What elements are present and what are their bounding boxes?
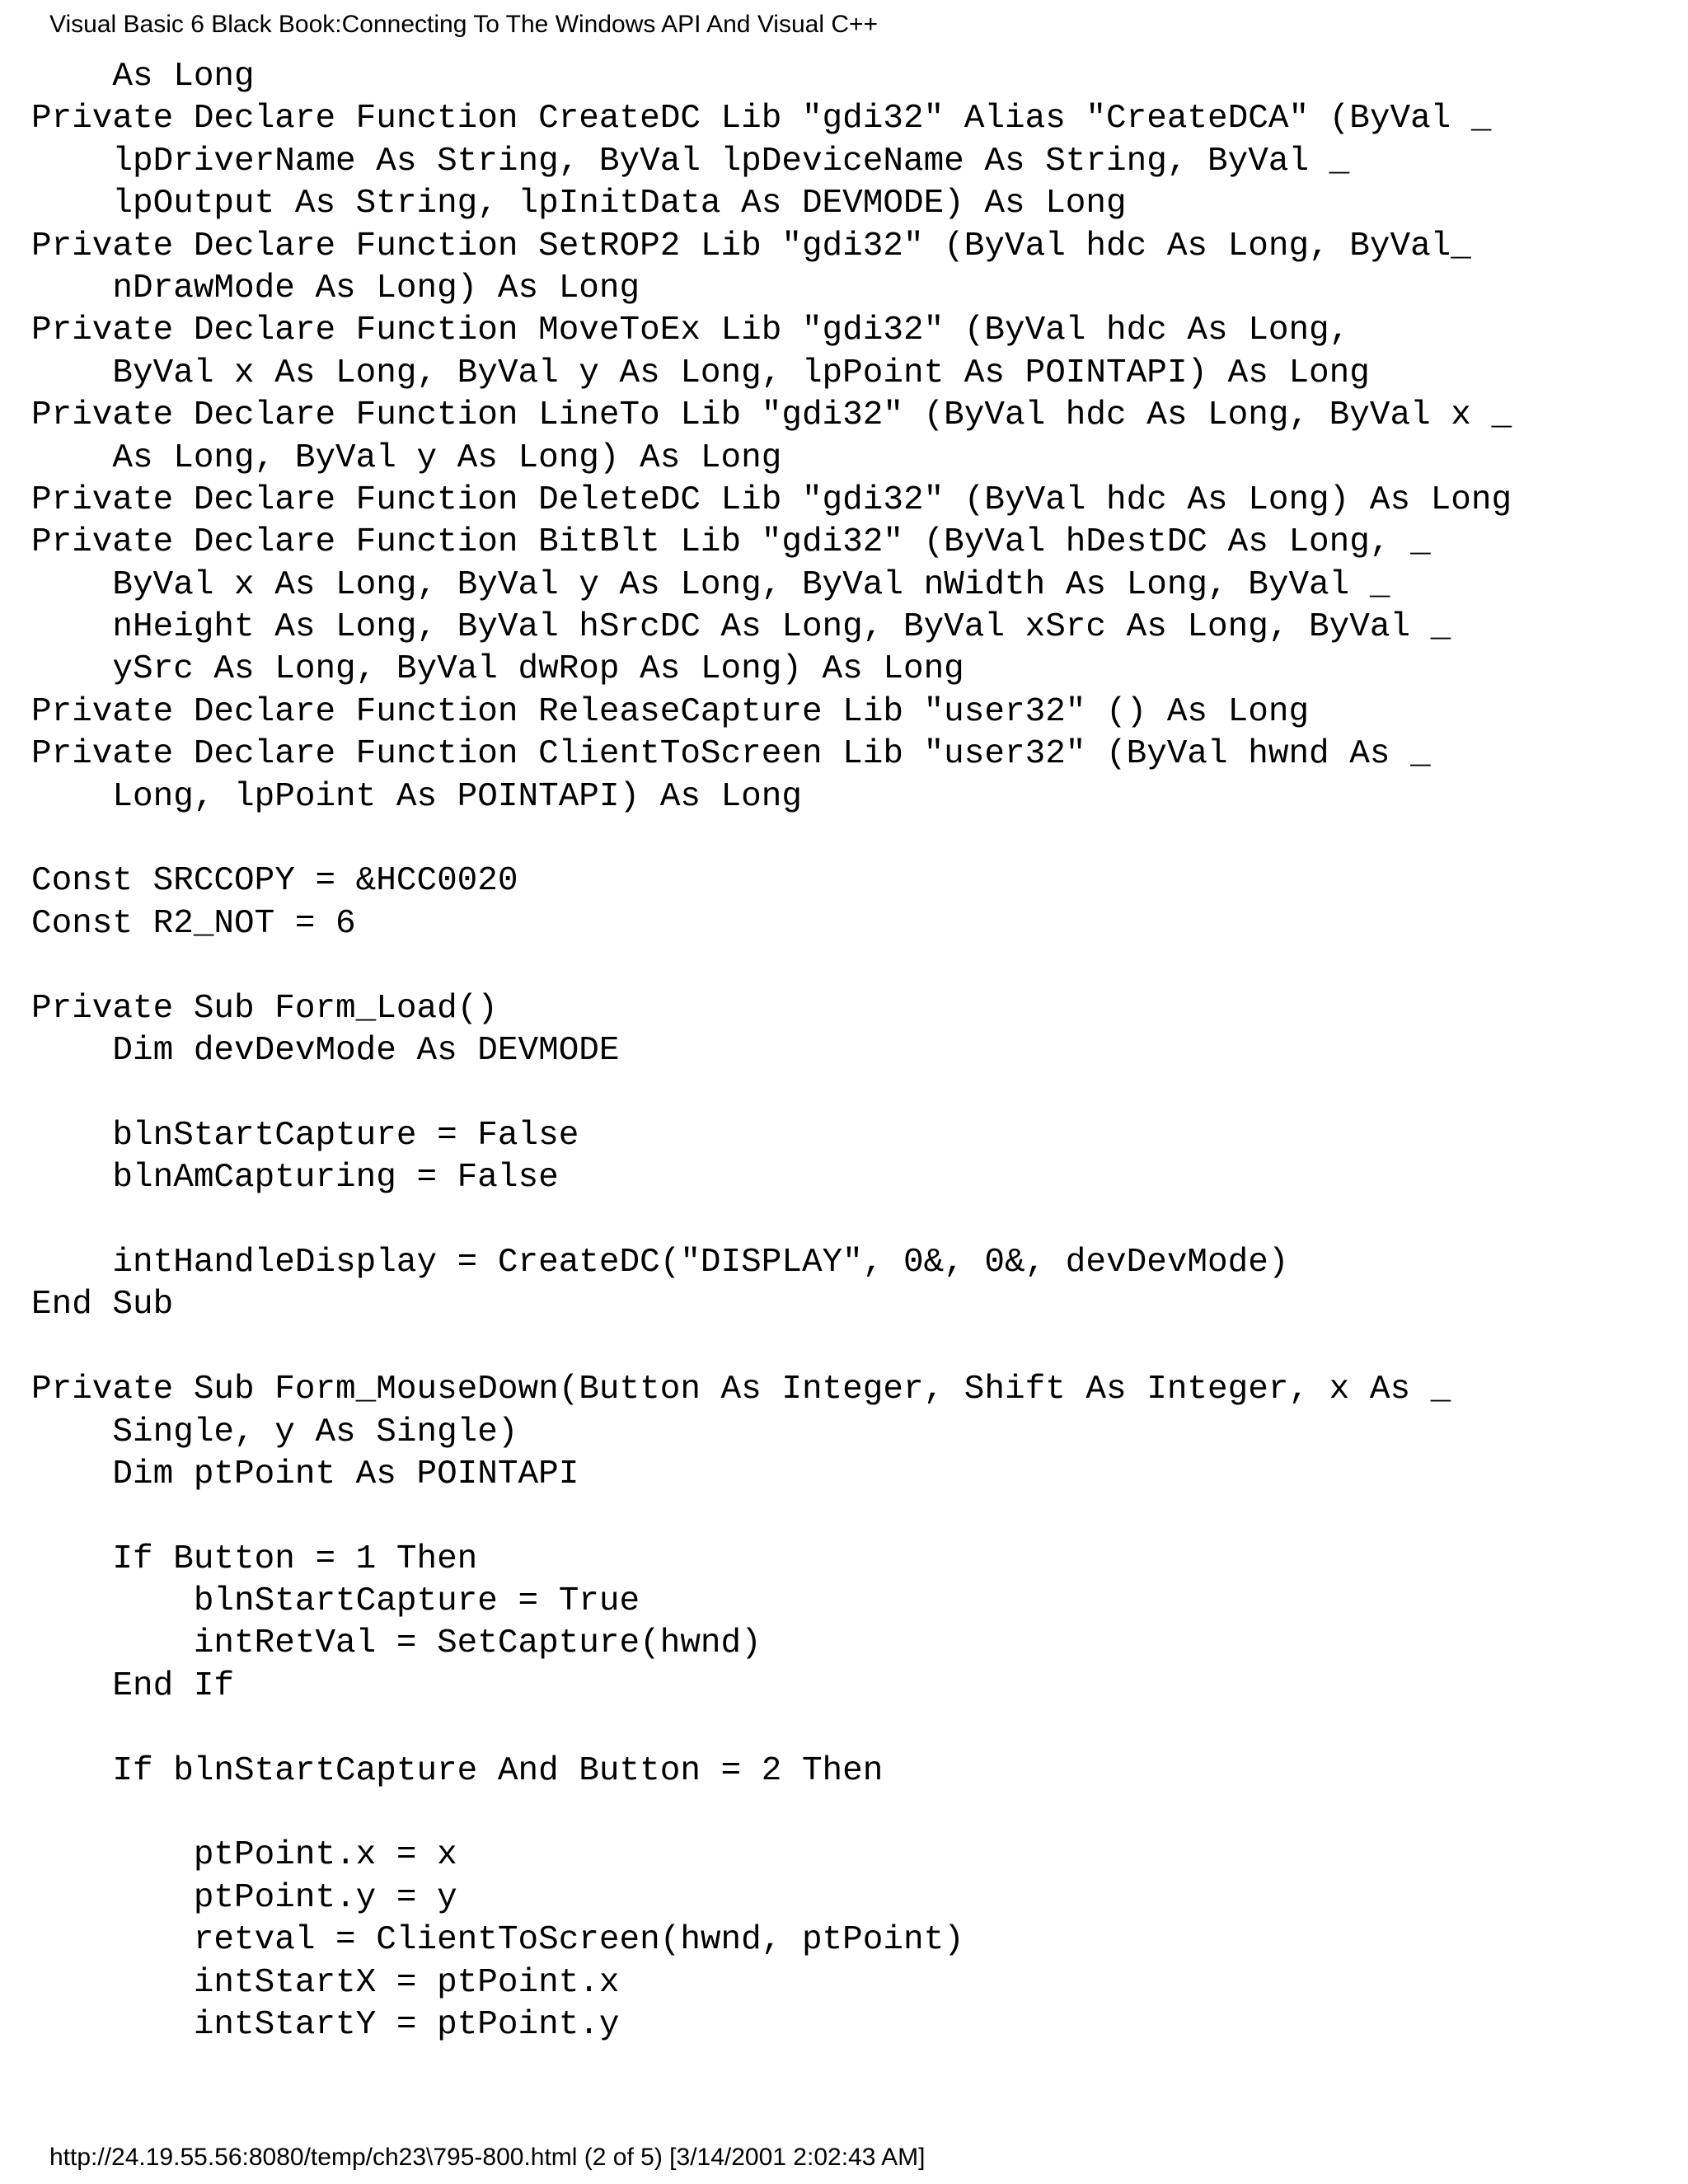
code-line: nHeight As Long, ByVal hSrcDC As Long, ByVal xSrc As Long, ByVal _ <box>31 608 1451 647</box>
code-line: Private Declare Function DeleteDC Lib "gdi32" (ByVal hdc As Long) As Long <box>31 480 1512 519</box>
code-line <box>31 945 1512 987</box>
code-line: ptPoint.y = y <box>31 1878 457 1917</box>
code-line <box>31 1708 1512 1750</box>
code-line: Private Sub Form_Load() <box>31 989 498 1028</box>
code-line: End Sub <box>31 1286 174 1324</box>
code-line: End If <box>31 1666 235 1705</box>
code-line: Const R2_NOT = 6 <box>31 904 356 943</box>
code-line <box>31 1496 1512 1538</box>
code-line: Dim ptPoint As POINTAPI <box>31 1455 579 1493</box>
code-line <box>31 1200 1512 1242</box>
code-line: Private Declare Function MoveToEx Lib "gdi32" (ByVal hdc As Long, <box>31 312 1350 350</box>
code-line: Single, y As Single) <box>31 1413 518 1451</box>
code-line: lpOutput As String, lpInitData As DEVMODE) As Long <box>31 185 1127 223</box>
code-line: Private Declare Function SetROP2 Lib "gdi32" (ByVal hdc As Long, ByVal_ <box>31 227 1471 265</box>
code-line: Private Declare Function LineTo Lib "gdi32" (ByVal hdc As Long, ByVal x _ <box>31 396 1512 435</box>
code-line: Const SRCCOPY = &HCC0020 <box>31 862 518 901</box>
code-listing <box>31 56 1512 2046</box>
code-line <box>31 1072 1512 1114</box>
code-line: intRetVal = SetCapture(hwnd) <box>31 1624 762 1663</box>
code-line: nDrawMode As Long) As Long <box>31 269 640 307</box>
code-line: ySrc As Long, ByVal dwRop As Long) As Long <box>31 650 964 689</box>
code-line: Private Sub Form_MouseDown(Button As Integer, Shift As Integer, x As _ <box>31 1371 1451 1409</box>
code-line: If Button = 1 Then <box>31 1540 478 1578</box>
code-line: Private Declare Function ReleaseCapture Lib "user32" () As Long <box>31 692 1310 731</box>
code-line: intStartX = ptPoint.x <box>31 1963 620 2002</box>
page-footer-source: http://24.19.55.56:8080/temp/ch23\795-800.html (2 of 5) [3/14/2001 2:02:43 AM] <box>49 2144 926 2171</box>
code-line: If blnStartCapture And Button = 2 Then <box>31 1751 884 1790</box>
code-line: As Long <box>31 58 255 96</box>
code-line: blnStartCapture = True <box>31 1582 640 1621</box>
code-line <box>31 1327 1512 1369</box>
code-line: ByVal x As Long, ByVal y As Long, lpPoint As POINTAPI) As Long <box>31 354 1370 392</box>
code-line: ByVal x As Long, ByVal y As Long, ByVal nWidth As Long, ByVal _ <box>31 565 1390 604</box>
code-line: lpDriverName As String, ByVal lpDeviceName As String, ByVal _ <box>31 142 1350 180</box>
code-line: retval = ClientToScreen(hwnd, ptPoint) <box>31 1921 964 1960</box>
code-line: Private Declare Function CreateDC Lib "gdi32" Alias "CreateDCA" (ByVal _ <box>31 100 1492 138</box>
code-line <box>31 818 1512 860</box>
code-line: blnStartCapture = False <box>31 1116 579 1155</box>
code-line: As Long, ByVal y As Long) As Long <box>31 438 782 477</box>
code-line: Private Declare Function ClientToScreen Lib "user32" (ByVal hwnd As _ <box>31 735 1431 774</box>
page-title: Visual Basic 6 Black Book:Connecting To The Windows API And Visual C++ <box>49 11 879 38</box>
code-line: blnAmCapturing = False <box>31 1159 559 1197</box>
code-line: Long, lpPoint As POINTAPI) As Long <box>31 777 802 816</box>
code-line: ptPoint.x = x <box>31 1836 457 1875</box>
code-line: intHandleDisplay = CreateDC("DISPLAY", 0&, 0&, devDevMode) <box>31 1243 1289 1282</box>
code-line: intStartY = ptPoint.y <box>31 2005 620 2044</box>
code-line: Dim devDevMode As DEVMODE <box>31 1031 620 1070</box>
code-line: Private Declare Function BitBlt Lib "gdi32" (ByVal hDestDC As Long, _ <box>31 523 1431 562</box>
code-line <box>31 1793 1512 1835</box>
